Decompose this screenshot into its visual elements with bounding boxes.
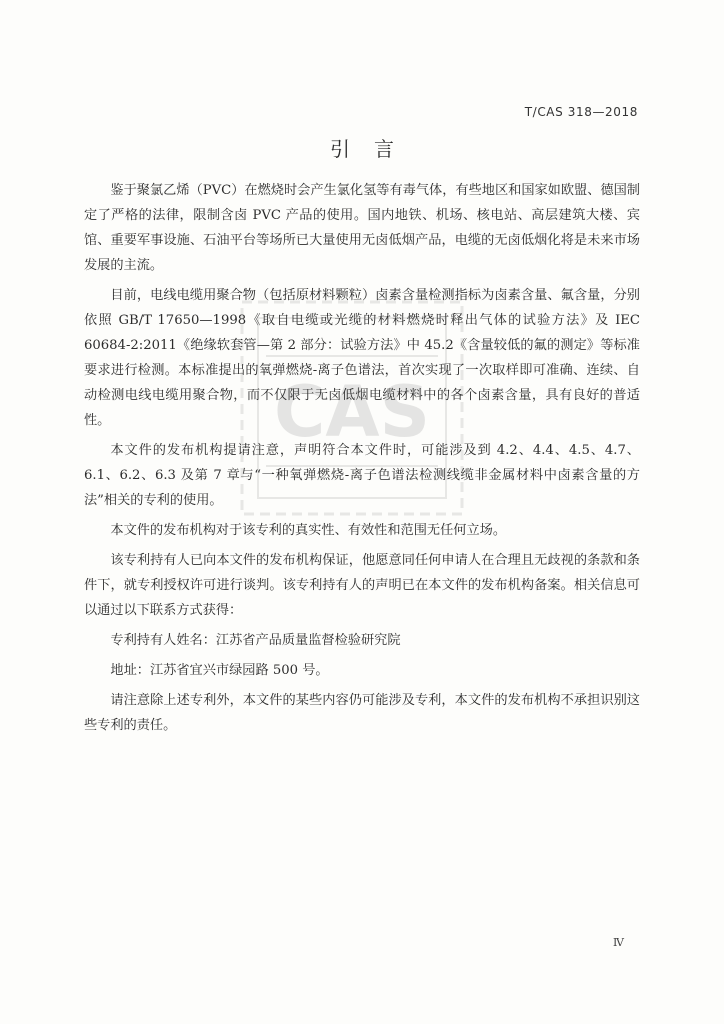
section-title: 引言 (330, 137, 418, 161)
paragraph: 鉴于聚氯乙烯（PVC）在燃烧时会产生氯化氢等有毒气体，有些地区和国家如欧盟、德国制定了严格的法律，限制含卤 PVC 产品的使用。国内地铁、机场、核电站、高层建筑大楼、宾馆、重要军事设施、石油平台等场所已大量使用无卤低烟产品，电缆的无卤低烟化将是未来市场发展的主流。 (84, 183, 640, 273)
paragraph: 本文件的发布机构对于该专利的真实性、有效性和范围无任何立场。 (110, 523, 507, 538)
paragraph: 请注意除上述专利外，本文件的某些内容仍可能涉及专利，本文件的发布机构不承担识别这些专利的责任。 (84, 693, 640, 733)
paragraph: 该专利持有人已向本文件的发布机构保证，他愿意同任何申请人在合理且无歧视的条款和条件下，就专利授权许可进行谈判。该专利持有人的声明已在本文件的发布机构备案。相关信息可以通过以下联系方式获得： (84, 553, 640, 618)
patent-holder-line: 专利持有人姓名：江苏省产品质量监督检验研究院 (110, 633, 401, 648)
paragraph: 目前，电线电缆用聚合物（包括原材料颗粒）卤素含量检测指标为卤素含量、氟含量，分别依照 GB/T 17650—1998《取自电缆或光缆的材料燃烧时释出气体的试验方法》及 IEC 60684-2:2011《绝缘软套管—第 2 部分：试验方法》中 45.2《含量较低的氟的测定》等标准要求进行检测。本标准提出的氧弹燃烧-离子色谱法，首次实现了一次取样即可准确、连续、自动检测电线电缆用聚合物，而不仅限于无卤低烟电缆材料中的各个卤素含量，具有良好的普适性。 (84, 288, 640, 428)
watermark-text: CAS (274, 371, 430, 453)
body-text (84, 178, 640, 743)
address-line: 地址：江苏省宜兴市绿园路 500 号。 (110, 663, 329, 678)
document-number: T/CAS 318—2018 (524, 105, 638, 119)
paragraph: 本文件的发布机构提请注意，声明符合本文件时，可能涉及到 4.2、4.4、4.5、4.7、6.1、6.2、6.3 及第 7 章与“一种氧弹燃烧-离子色谱法检测线缆非金属材料中卤素含量的方法”相关的专利的使用。 (84, 443, 640, 508)
page-number: Ⅳ (613, 936, 624, 949)
